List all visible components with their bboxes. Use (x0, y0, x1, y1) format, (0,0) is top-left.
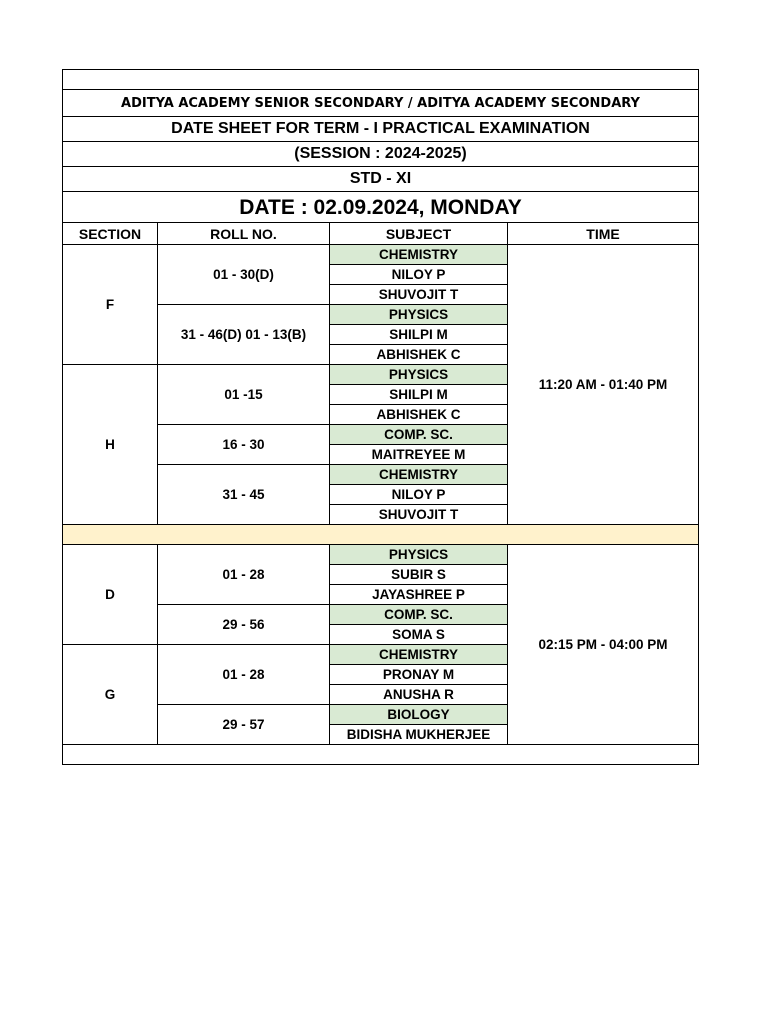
teacher-cell: NILOY P (330, 265, 508, 285)
col-header-subject: SUBJECT (330, 223, 508, 245)
col-header-roll: ROLL NO. (158, 223, 330, 245)
teacher-cell: SHILPI M (330, 325, 508, 345)
roll-cell: 01 -15 (158, 365, 330, 425)
col-header-section: SECTION (63, 223, 158, 245)
teacher-cell: ANUSHA R (330, 685, 508, 705)
teacher-cell: PRONAY M (330, 665, 508, 685)
session-label: (SESSION : 2024-2025) (63, 142, 699, 167)
date-sheet-table (62, 69, 699, 765)
roll-cell: 31 - 46(D) 01 - 13(B) (158, 305, 330, 365)
subject-cell: PHYSICS (330, 365, 508, 385)
exam-date: DATE : 02.09.2024, MONDAY (63, 192, 699, 223)
section-cell-g: G (63, 645, 158, 745)
bottom-empty-row (63, 745, 699, 765)
roll-cell: 01 - 30(D) (158, 245, 330, 305)
teacher-cell: SUBIR S (330, 565, 508, 585)
teacher-cell: SHUVOJIT T (330, 505, 508, 525)
school-name: ADITYA ACADEMY SENIOR SECONDARY / ADITYA ACADEMY SECONDARY (63, 90, 699, 117)
time-cell-session1: 11:20 AM - 01:40 PM (508, 245, 699, 525)
teacher-cell: SHUVOJIT T (330, 285, 508, 305)
roll-cell: 01 - 28 (158, 545, 330, 605)
session-separator (63, 525, 699, 545)
subject-cell: COMP. SC. (330, 605, 508, 625)
teacher-cell: SOMA S (330, 625, 508, 645)
roll-cell: 29 - 56 (158, 605, 330, 645)
roll-cell: 16 - 30 (158, 425, 330, 465)
section-cell-f: F (63, 245, 158, 365)
subject-cell: CHEMISTRY (330, 645, 508, 665)
roll-cell: 29 - 57 (158, 705, 330, 745)
subject-cell: BIOLOGY (330, 705, 508, 725)
teacher-cell: SHILPI M (330, 385, 508, 405)
subject-cell: COMP. SC. (330, 425, 508, 445)
time-cell-session2: 02:15 PM - 04:00 PM (508, 545, 699, 745)
subject-cell: CHEMISTRY (330, 465, 508, 485)
teacher-cell: JAYASHREE P (330, 585, 508, 605)
top-empty-row (63, 70, 699, 90)
subject-cell: CHEMISTRY (330, 245, 508, 265)
teacher-cell: ABHISHEK C (330, 345, 508, 365)
roll-cell: 01 - 28 (158, 645, 330, 705)
section-cell-h: H (63, 365, 158, 525)
section-cell-d: D (63, 545, 158, 645)
std-label: STD - XI (63, 167, 699, 192)
sheet-title: DATE SHEET FOR TERM - I PRACTICAL EXAMINATION (63, 117, 699, 142)
teacher-cell: NILOY P (330, 485, 508, 505)
teacher-cell: ABHISHEK C (330, 405, 508, 425)
teacher-cell: MAITREYEE M (330, 445, 508, 465)
roll-cell: 31 - 45 (158, 465, 330, 525)
subject-cell: PHYSICS (330, 545, 508, 565)
col-header-time: TIME (508, 223, 699, 245)
subject-cell: PHYSICS (330, 305, 508, 325)
teacher-cell: BIDISHA MUKHERJEE (330, 725, 508, 745)
